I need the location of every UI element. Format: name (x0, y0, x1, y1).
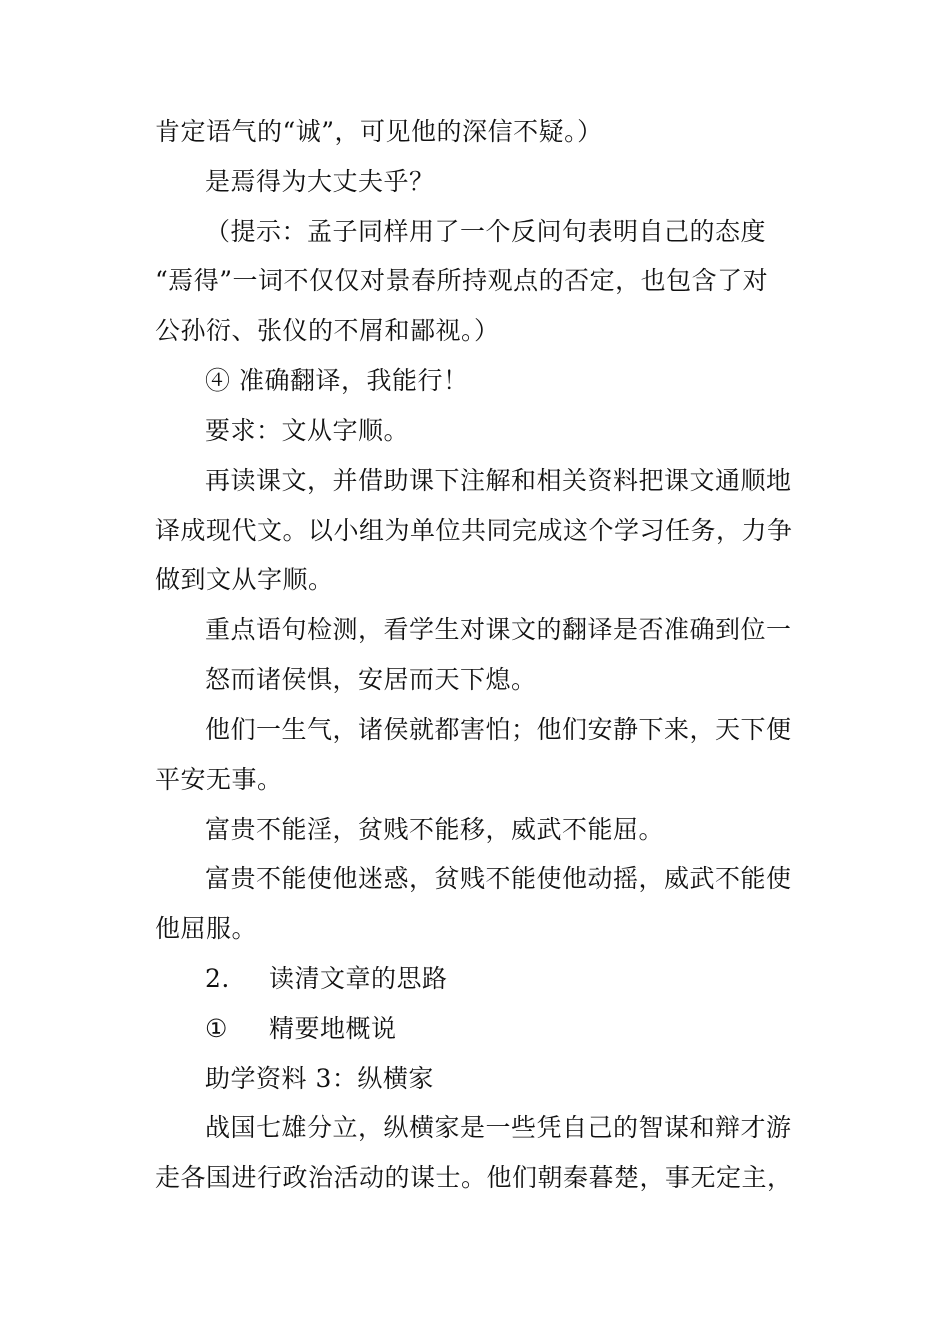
section-title: 读清文章的思路 (269, 964, 448, 993)
text-line: 肯定语气的“诚”，可见他的深信不疑。） (155, 117, 603, 146)
text-line: 译成现代文。以小组为单位共同完成这个学习任务，力争 (155, 516, 793, 545)
text-line: 重点语句检测，看学生对课文的翻译是否准确到位一 (205, 615, 792, 644)
aid-material-title: 助学资料 3：纵横家 (205, 1064, 434, 1093)
text-line: 他们一生气，诸侯就都害怕；他们安静下来，天下便 (205, 715, 792, 744)
text-line: ④ 准确翻译，我能行！ (205, 366, 469, 395)
text-line: （提示：孟子同样用了一个反问句表明自己的态度 (205, 217, 767, 246)
subsection-number: ① (205, 1014, 228, 1043)
subsection-title: 精要地概说 (269, 1014, 397, 1043)
text-line: 他屈服。 (155, 914, 258, 943)
text-line: 走各国进行政治活动的谋士。他们朝秦暮楚，事无定主， (155, 1163, 793, 1192)
text-line: 要求：文从字顺。 (205, 416, 410, 445)
text-line: 平安无事。 (155, 765, 283, 794)
section-heading (205, 964, 845, 994)
text-line: 富贵不能使他迷惑，贫贱不能使他动摇，威武不能使 (205, 864, 792, 893)
section-number: 2. (205, 964, 230, 993)
text-line: 富贵不能淫，贫贱不能移，威武不能屈。 (205, 815, 665, 844)
text-line: 怒而诸侯惧，安居而天下熄。 (205, 665, 537, 694)
text-line: 做到文从字顺。 (155, 565, 334, 594)
text-line: “焉得”一词不仅仅对景春所持观点的否定，也包含了对 (155, 266, 769, 295)
text-line: 战国七雄分立，纵横家是一些凭自己的智谋和辩才游 (205, 1113, 792, 1142)
text-line: 公孙衍、张仪的不屑和鄙视。） (155, 316, 500, 345)
text-line: 再读课文，并借助课下注解和相关资料把课文通顺地 (205, 466, 792, 495)
subsection-heading (205, 1014, 845, 1044)
text-line: 是焉得为大丈夫乎？ (205, 167, 435, 196)
